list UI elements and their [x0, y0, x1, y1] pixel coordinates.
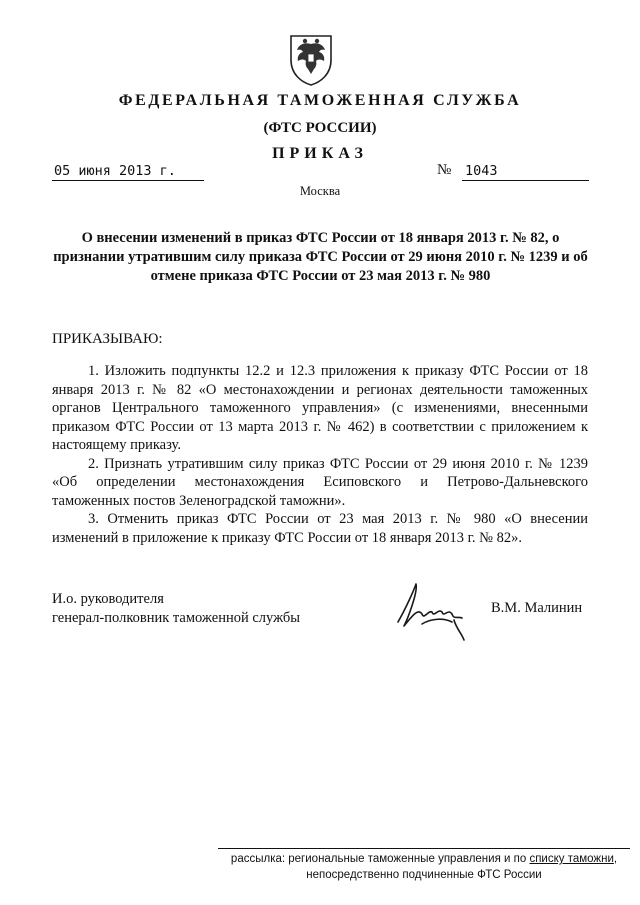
order-item: 3. Отменить приказ ФТС России от 23 мая 2013 г. № 980 «О внесении изменений в приложение к приказу ФТС России от 18 января 2013 г. № 82».: [52, 511, 588, 546]
mailing-suffix: ,: [613, 853, 618, 865]
directive-heading: ПРИКАЗЫВАЮ:: [52, 331, 163, 347]
state-emblem-icon: [287, 30, 335, 86]
order-number-label: №: [437, 162, 452, 178]
signatory-position: [52, 590, 300, 627]
signatory-name: В.М. Малинин: [491, 600, 583, 616]
mailing-prefix: рассылка: региональные таможенные управления и по: [230, 853, 530, 865]
order-date: 05 июня 2013 г.: [52, 163, 204, 181]
order-item: 1. Изложить подпункты 12.2 и 12.3 приложения к приказу ФТС России от 18 января 2013 г. № 82 «О местонахождении и регионах деятельности таможенных органов Центрального таможенного управления» (с изменениями, внесенными приказом ФТС России от 13 марта 2013 г. № 462) в соответствии с приложением к настоящему приказу.: [52, 363, 588, 453]
handwritten-signature: [392, 578, 470, 644]
order-number: 1043: [462, 163, 589, 181]
order-item: 2. Признать утратившим силу приказ ФТС России от 29 июня 2010 г. № 1239 «Об определении местонахождения Есиповского и Петрово-Дальневского таможенных постов Зеленоградской таможни».: [52, 455, 588, 509]
mailing-line-1: [218, 851, 630, 867]
position-line: генерал-полковник таможенной службы: [52, 609, 301, 626]
city: Москва: [299, 184, 341, 198]
document-title: О внесении изменений в приказ ФТС России от 18 января 2013 г. № 82, о признании утратившим силу приказа ФТС России от 29 июня 2010 г. № 1239 и об отмене приказа ФТС России от 23 мая 2013 г. № 980: [53, 230, 588, 284]
document-type: ПРИКАЗ: [272, 145, 368, 162]
mailing-list: [218, 848, 630, 883]
order-body: [52, 362, 588, 547]
agency-abbreviation: (ФТС РОССИИ): [263, 120, 377, 136]
agency-name: ФЕДЕРАЛЬНАЯ ТАМОЖЕННАЯ СЛУЖБА: [118, 92, 522, 109]
position-line: И.о. руководителя: [52, 591, 164, 607]
customs-list-link[interactable]: списку таможни: [529, 853, 614, 865]
mailing-line-2: непосредственно подчиненные ФТС России: [306, 869, 542, 881]
